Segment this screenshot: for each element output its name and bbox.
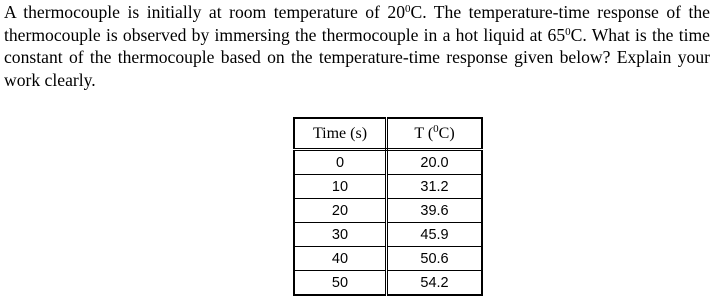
problem-line-3: constant of the thermocouple based on the temperature-time response given below? Explain your [4,47,710,67]
temperature-cell: 31.2 [387,175,483,199]
temperature-column-header: T ($^0$C) [387,118,483,150]
temperature-cell: 45.9 [387,223,483,247]
temperature-cell: 54.2 [387,271,483,296]
table-row [294,223,482,247]
time-cell: 40 [294,247,387,271]
problem-line-4: work clearly. [4,69,96,90]
time-cell: 0 [294,150,387,175]
table-header-row [294,118,482,150]
time-cell: 50 [294,271,387,296]
temperature-cell: 50.6 [387,247,483,271]
temperature-cell: 39.6 [387,199,483,223]
problem-line-2: thermocouple is observed by immersing the thermocouple in a hot liquid at $65^0C$. What is the time [4,24,710,45]
time-cell: 30 [294,223,387,247]
time-column-header: Time (s) [294,118,387,150]
table-row [294,175,482,199]
temperature-cell: 20.0 [387,150,483,175]
table-row [294,150,482,175]
table-row [294,247,482,271]
table-row [294,199,482,223]
problem-line-1: A thermocouple is initially at room temperature of $20^0C$. The temperature-time response of the [4,2,710,22]
table-row [294,271,482,296]
time-cell: 20 [294,199,387,223]
time-cell: 10 [294,175,387,199]
problem-statement [4,1,710,91]
temperature-time-table [293,117,483,296]
